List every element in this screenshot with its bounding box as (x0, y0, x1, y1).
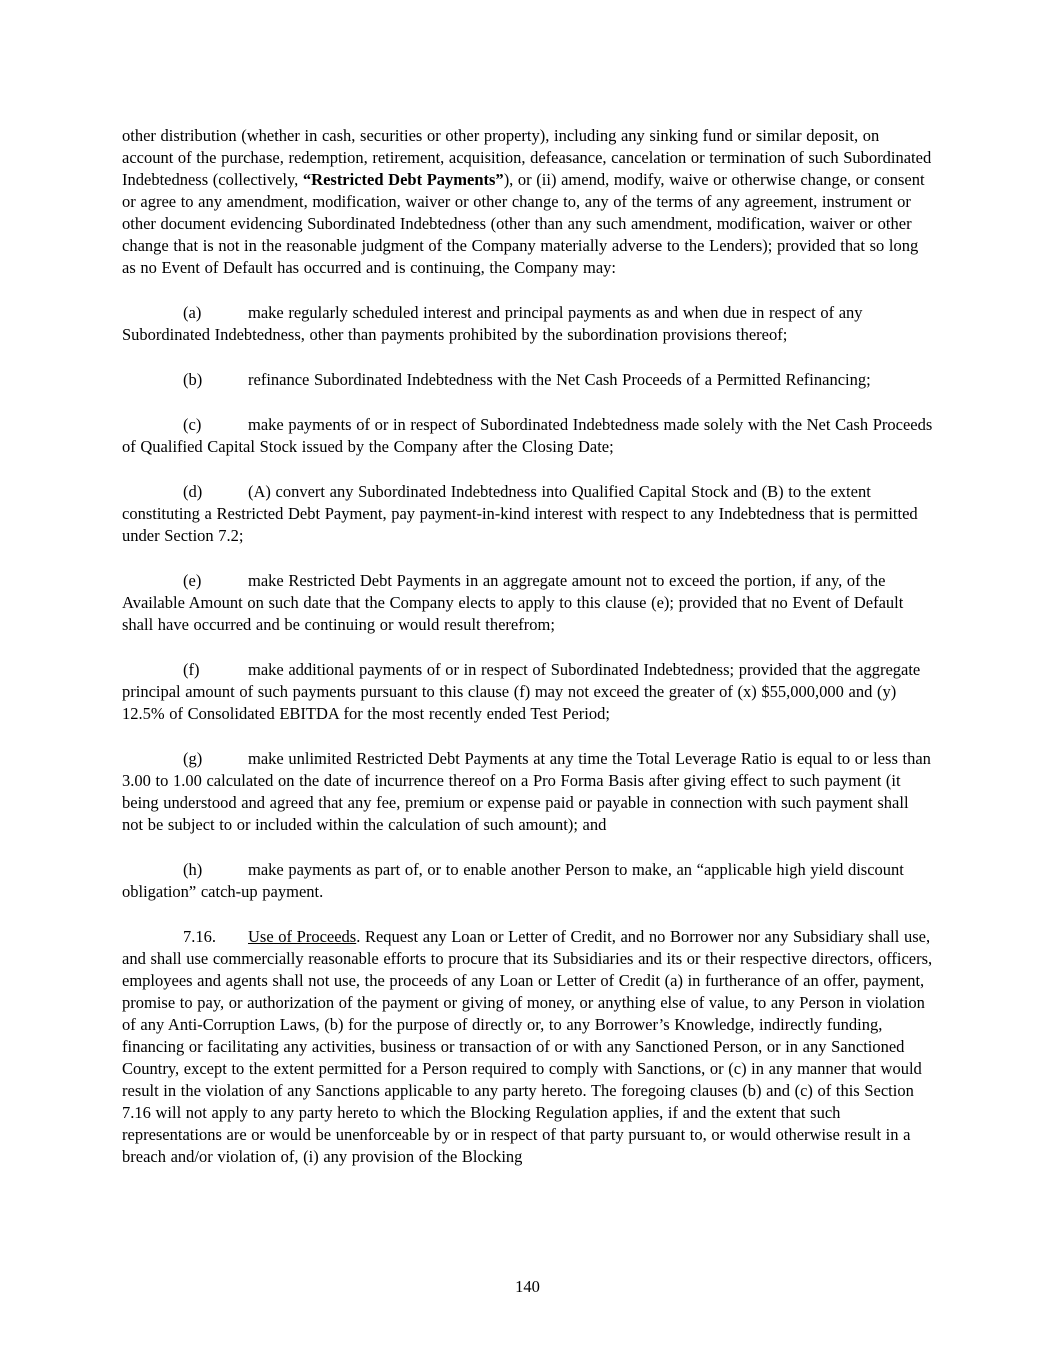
text-run: . Request any Loan or Letter of Credit, and no Borrower nor any Subsidiary shall use, and shall use commercially reasonable efforts to procure that its Subsidiaries and its or their respective directors, officers, employees and agents shall not use, the proceeds of any Loan or Letter of Credit (a) in furtherance of an offer, payment, promise to pay, or authorization of the payment or giving of money, or anything else of value, to any Person in violation of any Anti-Corruption Laws, (b) for the purpose of directly or, to any Borrower’s Knowledge, indirectly funding, financing or facilitating any activities, business or transaction of or with any Sanctioned Person, or in any Sanctioned Country, except to the extent permitted for a Person required to comply with Sanctions, or (c) in any manner that would result in the violation of any Sanctions applicable to any party hereto. The foregoing clauses (b) and (c) of this Section 7.16 will not apply to any party hereto to which the Blocking Regulation applies, if and the extent that such representations are or would be unenforceable by or in respect of that party pursuant to, or would otherwise result in a breach and/or violation of, (i) any provision of the Blocking (122, 927, 933, 1166)
paragraph-label: 7.16. (183, 927, 216, 946)
text-run: make Restricted Debt Payments in an aggregate amount not to exceed the portion, if any, of the Available Amount on such date that the Company elects to apply to this clause (e); provided that no Event of Default shall have occurred and be continuing or would result therefrom; (122, 571, 904, 634)
text-run: refinance Subordinated Indebtedness with the Net Cash Proceeds of a Permitted Refinancing; (248, 370, 871, 389)
paragraph-clause-a (122, 302, 934, 346)
text-run: make regularly scheduled interest and principal payments as and when due in respect of any Subordinated Indebtedness, other than payments prohibited by the subordination provisions thereof; (122, 303, 863, 344)
paragraph-section-7-16 (122, 926, 934, 1168)
text-run: ), or (ii) amend, modify, waive or otherwise change, or consent or agree to any amendment, modification, waiver or other change to, any of the terms of any agreement, instrument or other document evidencing Subordinated Indebtedness (other than any such amendment, modification, waiver or other change that is not in the reasonable judgment of the Company materially adverse to the Lenders); provided that so long as no Event of Default has occurred and is continuing, the Company may: (122, 170, 925, 277)
paragraph-clause-h (122, 859, 934, 903)
text-run: “Restricted Debt Payments” (302, 170, 504, 189)
paragraph-label: (b) (183, 370, 203, 389)
paragraph-label: (d) (183, 482, 203, 501)
paragraph-label: (e) (183, 571, 202, 590)
paragraph-label: (c) (183, 415, 202, 434)
paragraph-intro-continuation (122, 125, 934, 279)
paragraph-clause-b (122, 369, 934, 391)
paragraph-clause-e (122, 570, 934, 636)
text-run: make payments of or in respect of Subordinated Indebtedness made solely with the Net Cash Proceeds of Qualified Capital Stock issued by the Company after the Closing Date; (122, 415, 933, 456)
paragraph-clause-c (122, 414, 934, 458)
paragraph-clause-d (122, 481, 934, 547)
paragraph-label: (g) (183, 749, 203, 768)
text-run: make payments as part of, or to enable another Person to make, an “applicable high yield discount obligation” catch-up payment. (122, 860, 904, 901)
text-run: make additional payments of or in respect of Subordinated Indebtedness; provided that the aggregate principal amount of such payments pursuant to this clause (f) may not exceed the greater of (x) $55,000,000 and (y) 12.5% of Consolidated EBITDA for the most recently ended Test Period; (122, 660, 921, 723)
paragraph-clause-f (122, 659, 934, 725)
paragraph-label: (a) (183, 303, 202, 322)
text-run: Use of Proceeds (248, 927, 357, 946)
text-run: make unlimited Restricted Debt Payments at any time the Total Leverage Ratio is equal to or less than 3.00 to 1.00 calculated on the date of incurrence thereof on a Pro Forma Basis after giving effect to such payment (it being understood and agreed that any fee, premium or expense paid or payable in connection with such payment shall not be subject to or included within the calculation of such amount); and (122, 749, 931, 834)
paragraph-label: (h) (183, 860, 203, 879)
text-run: other distribution (whether in cash, securities or other property), including any sinking fund or similar deposit, on account of the purchase, redemption, retirement, acquisition, defeasance, cancelation or termination of such Subordinated Indebtedness (collectively, (122, 126, 932, 189)
text-run: (A) convert any Subordinated Indebtedness into Qualified Capital Stock and (B) to the extent constituting a Restricted Debt Payment, pay payment-in-kind interest with respect to any Indebtedness that is permitted under Section 7.2; (122, 482, 918, 545)
paragraph-clause-g (122, 748, 934, 836)
document-body (122, 125, 934, 1191)
page-number: 140 (515, 1277, 540, 1296)
paragraph-label: (f) (183, 660, 200, 679)
